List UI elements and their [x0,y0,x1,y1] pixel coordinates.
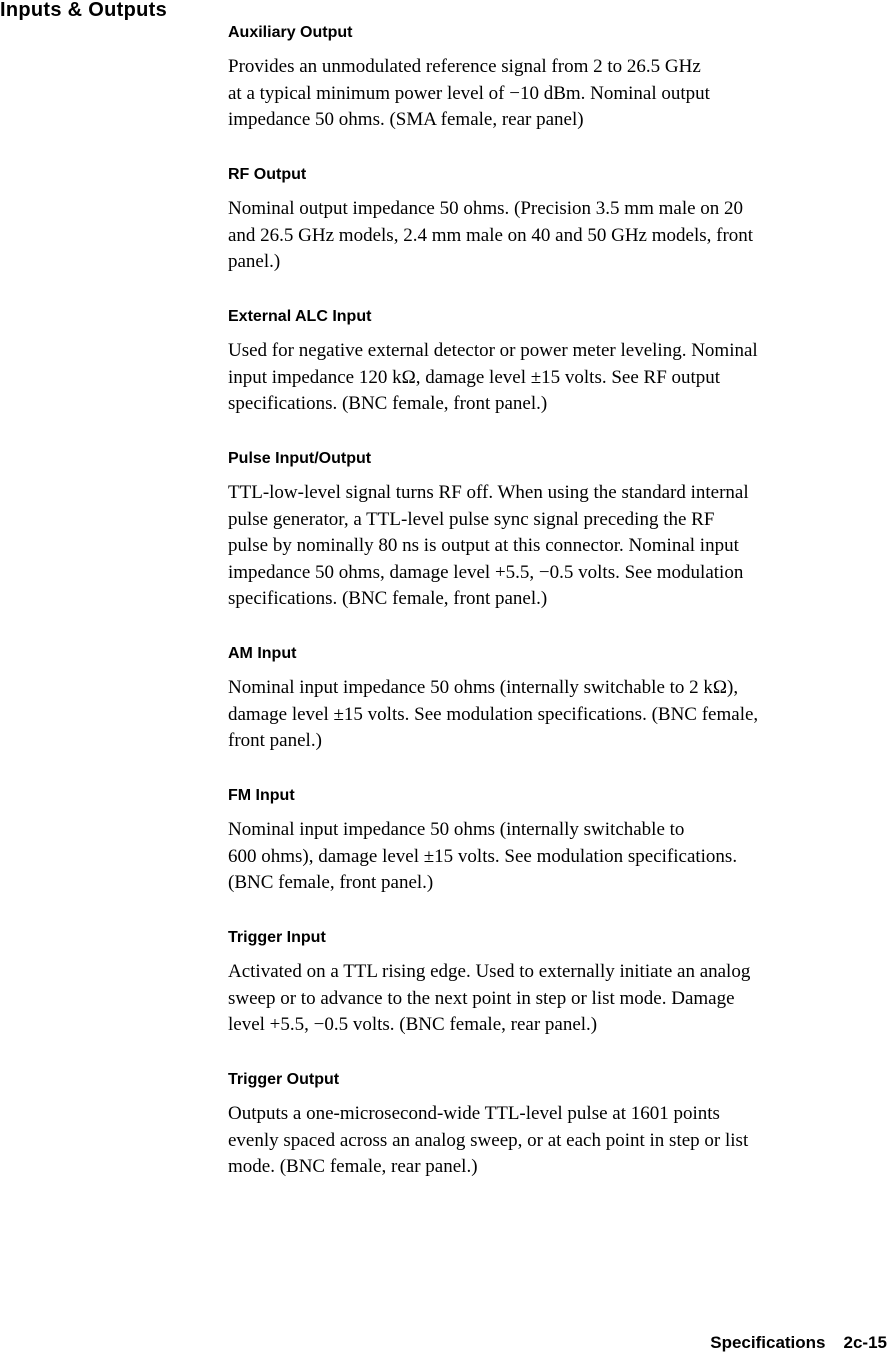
spec-line: front panel.) [228,730,322,751]
spec-heading: External ALC Input [228,308,372,325]
spec-line: Nominal input impedance 50 ohms (internally switchable to 2 kΩ), [228,677,739,698]
spec-line: mode. (BNC female, rear panel.) [228,1156,478,1177]
specs-content [228,23,895,1212]
spec-heading: Auxiliary Output [228,24,353,41]
spec-line: impedance 50 ohms. (SMA female, rear panel) [228,109,584,130]
spec-fm-input [228,786,895,928]
spec-body [228,338,895,418]
spec-line: sweep or to advance to the next point in step or list mode. Damage [228,987,735,1009]
spec-line: level +5.5, −0.5 volts. (BNC female, rear panel.) [228,1014,598,1035]
spec-line: Provides an unmodulated reference signal from 2 to 26.5 GHz [228,56,701,77]
spec-line: Activated on a TTL rising edge. Used to externally initiate an analog [228,961,751,982]
page-title: Inputs & Outputs [0,0,167,21]
spec-line: at a typical minimum power level of −10 dBm. Nominal output [228,82,710,104]
spec-line: Outputs a one-microsecond-wide TTL-level pulse at 1601 points [228,1103,720,1124]
footer-section-name: Specifications [710,1333,826,1352]
spec-body [228,196,895,276]
spec-heading: Trigger Input [228,929,326,946]
spec-line: evenly spaced across an analog sweep, or at each point in step or list [228,1129,749,1151]
spec-body [228,817,895,897]
spec-rf-output [228,165,895,307]
spec-heading: FM Input [228,787,295,804]
spec-body [228,675,895,755]
spec-line: pulse generator, a TTL-level pulse sync signal preceding the RF [228,508,715,530]
footer-page-number: 2c-15 [843,1333,887,1352]
spec-line: damage level ±15 volts. See modulation specifications. (BNC female, [228,703,759,725]
spec-line: Nominal input impedance 50 ohms (internally switchable to [228,819,685,840]
spec-line: TTL-low-level signal turns RF off. When using the standard internal [228,482,749,503]
spec-line: input impedance 120 kΩ, damage level ±15 volts. See RF output [228,366,721,388]
spec-line: and 26.5 GHz models, 2.4 mm male on 40 and 50 GHz models, front [228,224,754,246]
spec-trigger-input [228,928,895,1070]
spec-heading: Pulse Input/Output [228,450,372,467]
spec-line: specifications. (BNC female, front panel.) [228,393,548,414]
spec-line: specifications. (BNC female, front panel.) [228,588,548,609]
spec-line: (BNC female, front panel.) [228,872,434,893]
spec-line: Used for negative external detector or power meter leveling. Nominal [228,340,758,361]
spec-line: Nominal output impedance 50 ohms. (Precision 3.5 mm male on 20 [228,198,744,219]
spec-line: impedance 50 ohms, damage level +5.5, −0.5 volts. See modulation [228,561,744,583]
spec-heading: AM Input [228,645,297,662]
spec-line: panel.) [228,251,281,272]
spec-heading: RF Output [228,166,307,183]
spec-auxiliary-output [228,23,895,165]
spec-body [228,480,895,613]
spec-pulse-input-output [228,449,895,644]
page-footer [710,1332,887,1354]
spec-body [228,54,895,134]
spec-heading: Trigger Output [228,1071,340,1088]
spec-body [228,1101,895,1181]
spec-external-alc-input [228,307,895,449]
spec-am-input [228,644,895,786]
spec-body [228,959,895,1039]
spec-line: pulse by nominally 80 ns is output at this connector. Nominal input [228,535,739,556]
spec-line: 600 ohms), damage level ±15 volts. See modulation specifications. [228,845,738,867]
spec-trigger-output [228,1070,895,1212]
